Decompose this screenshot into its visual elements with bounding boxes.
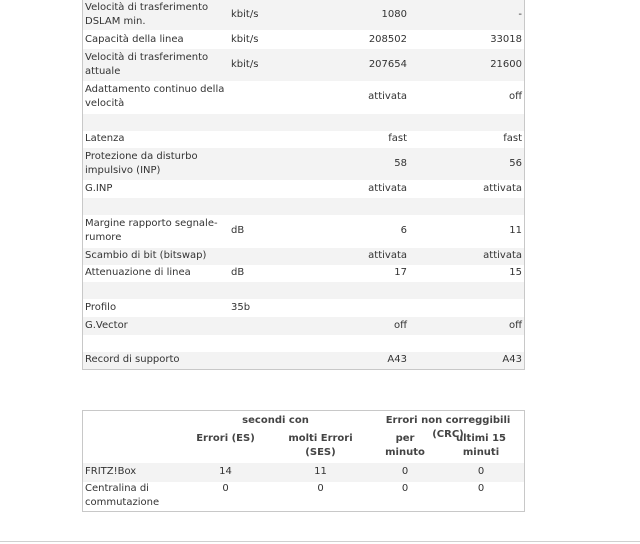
row-upstream: 33018: [490, 34, 522, 45]
row-upstream: off: [508, 320, 522, 331]
row-label: Capacità della linea: [85, 34, 184, 45]
row-label: Latenza: [85, 133, 125, 144]
spacer-row: [83, 282, 524, 299]
spacer-row: [83, 114, 524, 131]
spacer-row: [83, 198, 524, 215]
row-label: Centralina di commutazione: [85, 483, 160, 508]
row-label: G.Vector: [85, 320, 128, 331]
header-group-seconds: secondi con: [242, 415, 309, 426]
row-upstream: 56: [509, 158, 522, 169]
row-upstream: off: [508, 91, 522, 102]
row-downstream: 6: [400, 225, 407, 236]
row-downstream: 58: [394, 158, 407, 169]
row-downstream: attivata: [368, 250, 407, 261]
table-row: [83, 265, 524, 282]
header-group-crc: Errori non correggibili (CRC): [385, 415, 511, 440]
row-unit: dB: [231, 267, 245, 278]
header-per-minute: per minuto: [385, 433, 425, 458]
cell-per-minute: 0: [401, 466, 409, 477]
cell-es: 0: [222, 483, 229, 494]
table-row: [83, 481, 524, 512]
table-row: [83, 180, 524, 198]
table-row: [83, 299, 524, 317]
row-downstream: fast: [388, 133, 407, 144]
row-upstream: 21600: [490, 59, 522, 70]
table-row: [83, 463, 524, 481]
row-label: Record di supporto: [85, 354, 180, 365]
table-row: [83, 131, 524, 148]
table-row: [83, 0, 524, 30]
row-unit: dB: [231, 225, 245, 236]
row-upstream: fast: [503, 133, 522, 144]
row-label: Scambio di bit (bitswap): [85, 250, 207, 261]
row-downstream: 207654: [368, 59, 407, 70]
error-stats-table: [82, 410, 525, 512]
row-label: Attenuazione di linea: [85, 267, 191, 278]
table-row: [83, 248, 524, 265]
header-es: Errori (ES): [196, 433, 255, 444]
row-unit: 35b: [231, 302, 251, 313]
row-downstream: A43: [387, 354, 407, 365]
dsl-info-table: [82, 0, 525, 370]
row-label: Margine rapporto segnale-rumore: [85, 218, 218, 243]
header-last-15-min: ultimi 15 minuti: [456, 433, 506, 458]
row-unit: kbit/s: [231, 34, 259, 45]
row-downstream: 1080: [381, 9, 407, 20]
row-label: Profilo: [85, 302, 117, 313]
row-upstream: attivata: [483, 183, 522, 194]
row-downstream: 208502: [368, 34, 407, 45]
row-downstream: off: [393, 320, 407, 331]
row-downstream: 17: [394, 267, 407, 278]
row-unit: kbit/s: [231, 9, 259, 20]
row-downstream: attivata: [368, 183, 407, 194]
row-upstream: attivata: [483, 250, 522, 261]
table-row: [83, 81, 524, 114]
table-row: [83, 317, 524, 335]
row-upstream: 15: [509, 267, 522, 278]
row-label: Velocità di trasferimento DSLAM min.: [85, 2, 209, 27]
row-label: Protezione da disturbo impulsivo (INP): [85, 151, 198, 176]
cell-ses: 0: [317, 483, 324, 494]
cell-per-minute: 0: [401, 483, 409, 494]
spacer-row: [83, 335, 524, 352]
row-label: Adattamento continuo della velocità: [85, 84, 225, 109]
table-row: [83, 49, 524, 81]
row-label: FRITZ!Box: [85, 466, 137, 477]
cell-ses: 11: [314, 466, 327, 477]
row-unit: kbit/s: [231, 59, 259, 70]
table-row: [83, 215, 524, 248]
cell-last-15-min: 0: [477, 466, 485, 477]
row-upstream: 11: [509, 225, 522, 236]
table-row: [83, 148, 524, 180]
row-downstream: attivata: [368, 91, 407, 102]
row-upstream: A43: [502, 354, 522, 365]
row-label: G.INP: [85, 183, 113, 194]
row-label: Velocità di trasferimento attuale: [85, 52, 209, 77]
cell-last-15-min: 0: [477, 483, 485, 494]
page-divider: [0, 541, 640, 542]
table-row: [83, 352, 524, 369]
table-row: [83, 31, 524, 49]
cell-es: 14: [219, 466, 232, 477]
row-upstream: -: [518, 9, 522, 20]
header-ses: molti Errori (SES): [288, 433, 353, 458]
